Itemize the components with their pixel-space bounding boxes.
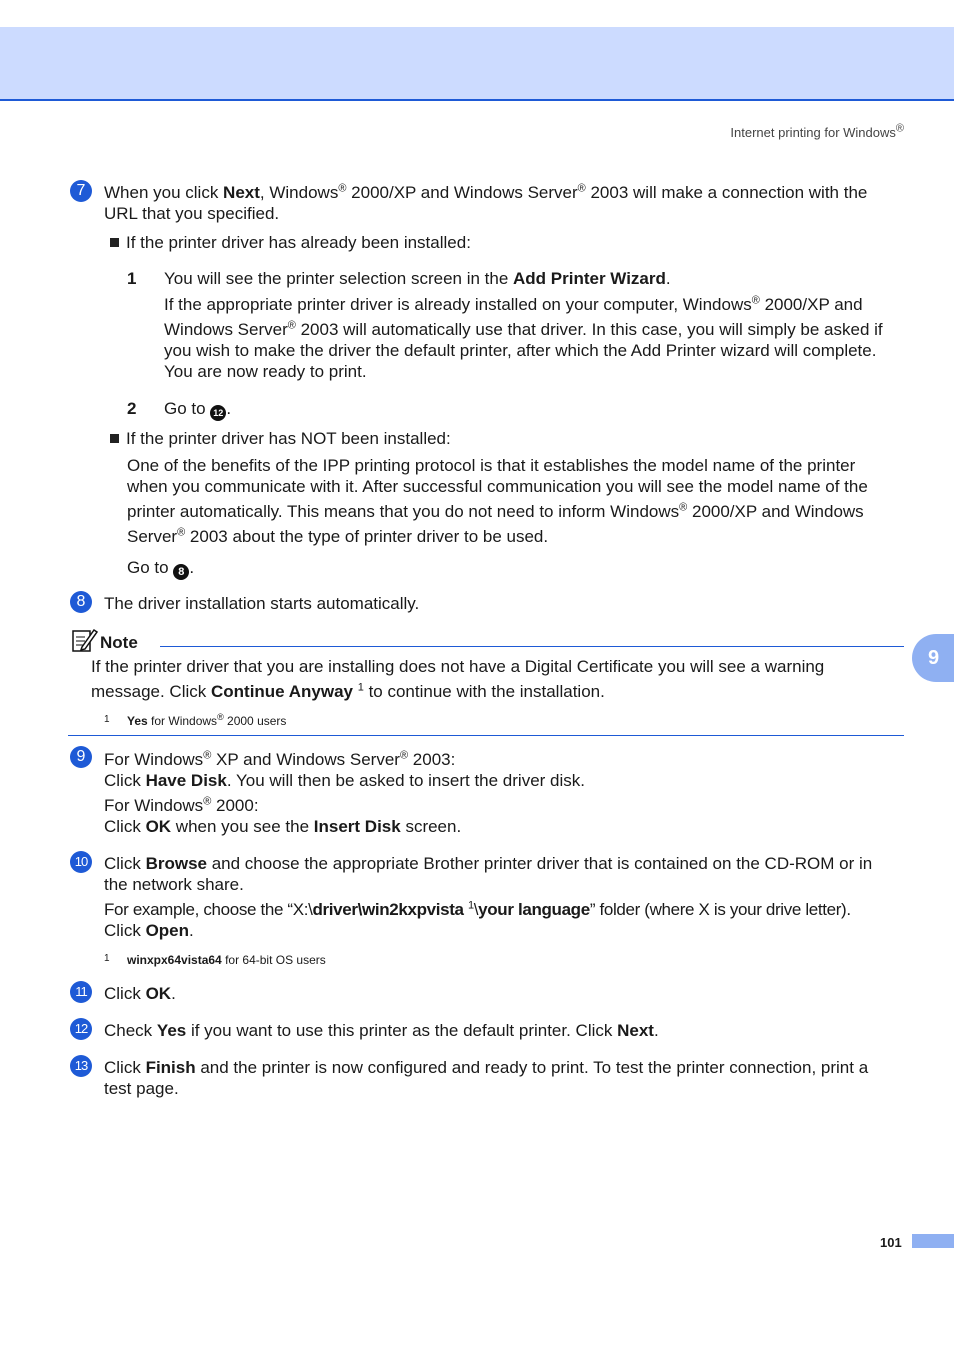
- substep-2-text: Go to 12 .: [164, 398, 904, 421]
- substep-1-text: You will see the printer selection screen in the Add Printer Wizard.: [164, 269, 671, 288]
- step-7-icon: 7: [70, 180, 92, 202]
- step-7-text: When you click Next, Windows® 2000/XP and Windows Server® 2003 will make a connection with the URL that you specified.: [104, 182, 868, 223]
- note-pencil-icon: [70, 627, 98, 653]
- substep-1-details: If the appropriate printer driver is already installed on your computer, Windows® 2000/XP and Windows Server® 2003 will automatically use that driver. In this case, you will simply be asked if you wish to make the driver the default printer, after which the Add Printer wizard will complete. You are now ready to print.: [164, 294, 883, 381]
- step-12-icon: 12: [70, 1018, 92, 1040]
- goto-step-8: Go to 8 .: [127, 558, 195, 578]
- step-10-icon: 10: [70, 851, 92, 873]
- step-8-icon: 8: [70, 591, 92, 613]
- note-rule-bottom: [68, 735, 904, 736]
- running-title: Internet printing for Windows®: [730, 122, 904, 140]
- step-9-text: For Windows® XP and Windows Server® 2003: Click Have Disk. You will then be asked to insert the driver disk. For Windows® 2000: Click OK when you see the Insert Disk screen.: [104, 749, 585, 836]
- bullet-driver-not-installed: If the printer driver has NOT been installed:: [110, 428, 451, 449]
- step-11-icon: 11: [70, 981, 92, 1003]
- bullet-driver-installed: If the printer driver has already been installed:: [110, 232, 471, 253]
- not-installed-text: One of the benefits of the IPP printing protocol is that it establishes the model name of the printer when you communicate with it. After successful communication you will see the model name of the printer automatically. This means that you do not need to inform Windows® 2000/XP and Windows Server® 2003 about the type of printer driver to be used.: [127, 456, 868, 546]
- step-10-text: Click Browse and choose the appropriate Brother printer driver that is contained on the CD-ROM or in the network share. For example, choose the “X:\driver\win2kxpvista $^1$\your language” folder (where X is your drive letter). Click Open.: [104, 854, 873, 940]
- note-rule-top: [160, 646, 904, 647]
- step-ref-8: 8: [173, 564, 189, 580]
- step-10-footnote: winxpx64vista64 for 64-bit OS users: [127, 953, 326, 967]
- step-8-text: The driver installation starts automatically.: [104, 594, 420, 613]
- step-13-icon: 13: [70, 1055, 92, 1077]
- step-11-text: Click OK.: [104, 984, 176, 1003]
- page-number-bar: [912, 1234, 954, 1248]
- step-12-text: Check Yes if you want to use this printer as the default printer. Click Next.: [104, 1021, 659, 1040]
- note-footnote: Yes for Windows® 2000 users: [127, 712, 287, 728]
- chapter-tab: 9: [912, 634, 954, 682]
- note-footnote-number: 1: [104, 714, 110, 725]
- substep-1-number: 1: [127, 269, 137, 288]
- step-13-text: Click Finish and the printer is now configured and ready to print. To test the printer connection, print a test page.: [104, 1058, 869, 1098]
- step-10-footnote-number: 1: [104, 953, 110, 964]
- substep-2-number: 2: [127, 399, 137, 418]
- step-9-icon: 9: [70, 746, 92, 768]
- page-number: 101: [880, 1235, 902, 1250]
- header-band: [0, 27, 954, 101]
- note-title: Note: [100, 633, 138, 652]
- note-body: If the printer driver that you are installing does not have a Digital Certificate you will see a warning message. Click Continue Anyway $^1$ to continue with the installation.: [91, 657, 825, 701]
- step-ref-12: 12: [210, 405, 226, 421]
